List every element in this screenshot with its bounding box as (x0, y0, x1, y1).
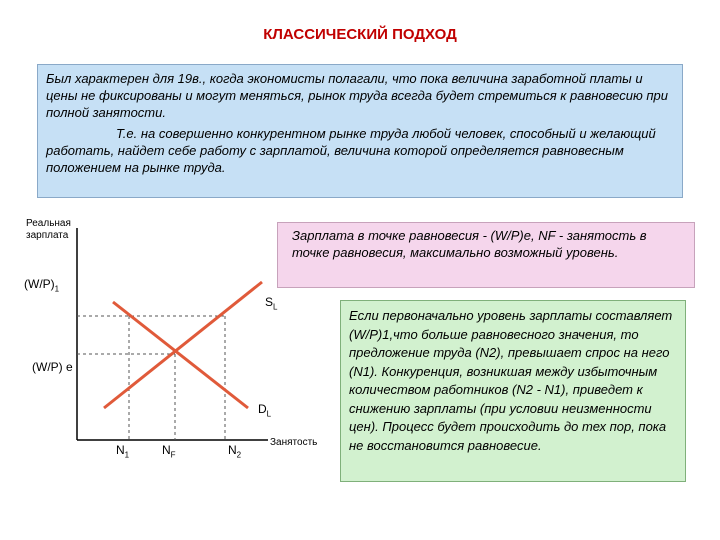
wage1-text: (W/P) (24, 277, 55, 291)
n2-sub: 2 (236, 450, 242, 460)
intro-paragraph-2: Т.е. на совершенно конкурентном рынке труда любой человек, способный и желающий работать, найдет себе работу с зарплатой, величина которой определяется равновесным положением на рынке труда. (46, 126, 656, 175)
demand-curve (113, 302, 248, 408)
supply-curve (104, 282, 262, 408)
supply-label (265, 295, 277, 311)
wage1-sub: 1 (54, 284, 60, 294)
wage1-label (24, 277, 59, 293)
intro-paragraph-1: Был характерен для 19в., когда экономисты полагали, что пока величина заработной платы и цены не фиксированы и могут меняться, рынок труда всегда будет стремиться к равновесию при полной занятости. (46, 71, 668, 120)
n2-label (228, 443, 241, 459)
page-title: КЛАССИЧЕСКИЙ ПОДХОД (263, 26, 457, 43)
nf-label (162, 443, 176, 459)
y-axis-label-line1: Реальная (26, 218, 71, 229)
y-axis-label-line2: зарплата (26, 230, 69, 241)
nf-text: N (162, 443, 171, 457)
demand-text: D (258, 402, 267, 416)
explanation-text: Если первоначально уровень зарплаты составляет (W/P)1,что больше равновесного значения, то предложение труда (N2), превышает спрос на него (N1). Конкуренция, возникшая между избыточным количеством работников (N2 - N1), приведет к снижению зарплаты (при условии неизменности цен). Процесс будет происходить до тех пор, пока не восстановится равновесие. (349, 308, 673, 453)
demand-sub: L (266, 409, 272, 419)
explanation-box (340, 300, 686, 482)
supply-text: S (265, 295, 274, 309)
supply-sub: L (273, 302, 278, 312)
nf-sub: F (170, 450, 176, 460)
wage-e-label: (W/P) е (32, 360, 73, 374)
n1-text: N (116, 443, 125, 457)
equilibrium-note-text: Зарплата в точке равновесия - (W/P)е, NF - занятость в точке равновесия, максимально возможный уровень. (292, 228, 647, 260)
demand-label (258, 402, 271, 418)
y-axis-label (26, 218, 71, 242)
x-axis-label: Занятость (270, 437, 318, 448)
n1-sub: 1 (124, 450, 130, 460)
n1-label (116, 443, 129, 459)
equilibrium-note-box (277, 222, 695, 288)
n2-text: N (228, 443, 237, 457)
